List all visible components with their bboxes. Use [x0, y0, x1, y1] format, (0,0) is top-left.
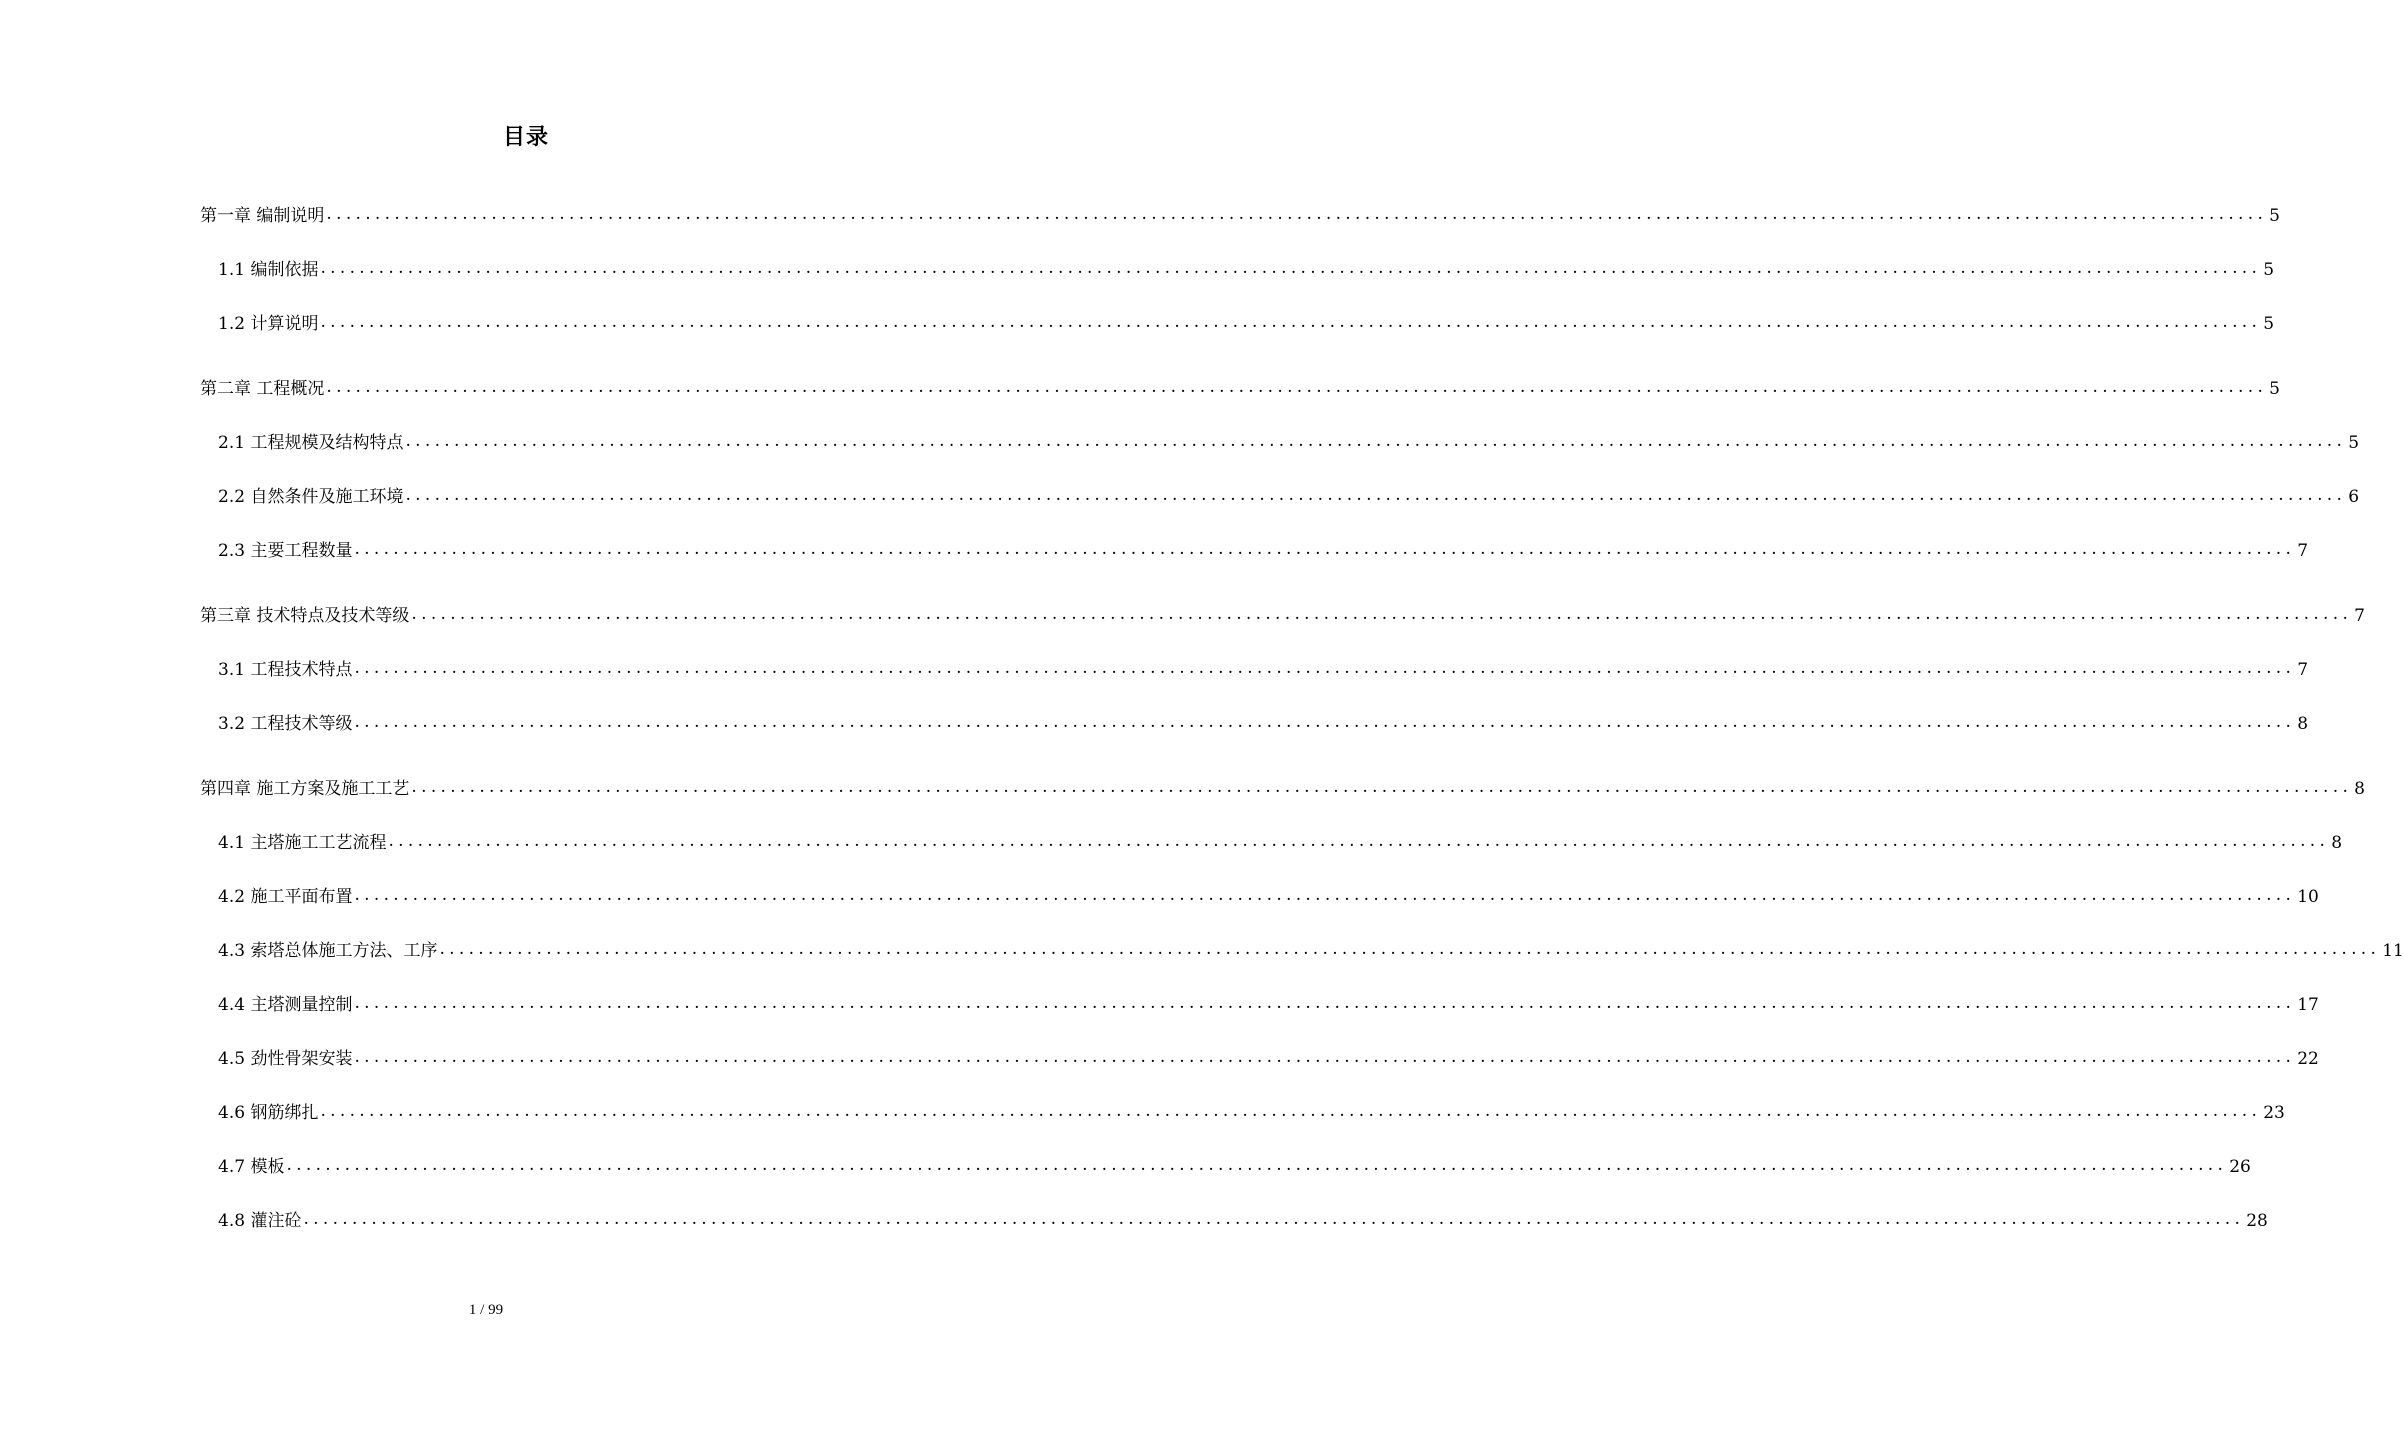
toc-section-entry[interactable] — [200, 931, 2404, 985]
toc-section-entry[interactable] — [200, 423, 2360, 477]
toc-dot-leader: ........................................................................................................................................................................................................ — [354, 1047, 2296, 1067]
toc-entry-page-number: 8 — [2331, 833, 2343, 853]
toc-entry-label: 4.1 主塔施工工艺流程 — [218, 833, 387, 853]
toc-entry-page-number: 5 — [2263, 314, 2275, 334]
toc-dot-leader: ........................................................................................................................................................................................................ — [303, 1209, 2245, 1229]
toc-entry-label: 3.2 工程技术等级 — [218, 714, 353, 734]
toc-section-entry[interactable] — [200, 1201, 2268, 1255]
toc-entry-page-number: 8 — [2354, 779, 2365, 799]
toc-section-entry[interactable] — [200, 877, 2319, 931]
toc-section-entry[interactable] — [200, 704, 2309, 758]
toc-entry-label: 4.3 索塔总体施工方法、工序 — [218, 941, 438, 961]
toc-chapter-entry[interactable] — [200, 769, 2365, 823]
toc-section-entry[interactable] — [200, 1093, 2285, 1147]
toc-dot-leader: ........................................................................................................................................................................................................ — [388, 831, 2330, 851]
toc-section-entry[interactable] — [200, 823, 2343, 877]
toc-chapter-entry[interactable] — [200, 196, 2280, 250]
toc-dot-leader: ........................................................................................................................................................................................................ — [354, 539, 2296, 559]
toc-entry-label: 1.2 计算说明 — [218, 314, 319, 334]
toc-entry-page-number: 5 — [2263, 260, 2275, 280]
toc-section-entry[interactable] — [200, 250, 2275, 304]
table-of-contents — [200, 196, 2404, 1255]
toc-entry-page-number: 10 — [2297, 887, 2319, 907]
toc-dot-leader: ........................................................................................................................................................................................................ — [354, 885, 2296, 905]
toc-section-entry[interactable] — [200, 304, 2275, 358]
toc-entry-label: 2.2 自然条件及施工环境 — [218, 487, 404, 507]
toc-entry-page-number: 5 — [2269, 206, 2280, 226]
toc-entry-page-number: 28 — [2246, 1211, 2268, 1231]
toc-dot-leader: ........................................................................................................................................................................................................ — [320, 1101, 2262, 1121]
toc-dot-leader: ........................................................................................................................................................................................................ — [354, 658, 2296, 678]
toc-section-entry[interactable] — [200, 1039, 2319, 1093]
toc-dot-leader: ........................................................................................................................................................................................................ — [354, 993, 2296, 1013]
toc-entry-label: 4.7 模板 — [218, 1157, 285, 1177]
toc-dot-leader: ........................................................................................................................................................................................................ — [405, 431, 2347, 451]
toc-entry-page-number: 7 — [2297, 541, 2309, 561]
toc-entry-page-number: 8 — [2297, 714, 2309, 734]
page-number-footer: 1 / 99 — [468, 1302, 504, 1318]
toc-dot-leader: ........................................................................................................................................................................................................ — [286, 1155, 2228, 1175]
toc-entry-label: 4.6 钢筋绑扎 — [218, 1103, 319, 1123]
toc-entry-label: 4.5 劲性骨架安装 — [218, 1049, 353, 1069]
toc-chapter-entry[interactable] — [200, 369, 2280, 423]
toc-entry-page-number: 26 — [2229, 1157, 2251, 1177]
toc-dot-leader: ........................................................................................................................................................................................................ — [411, 777, 2353, 797]
toc-chapter-entry[interactable] — [200, 596, 2365, 650]
toc-dot-leader: ........................................................................................................................................................................................................ — [326, 377, 2268, 397]
toc-entry-label: 4.2 施工平面布置 — [218, 887, 353, 907]
toc-entry-label: 第一章 编制说明 — [200, 206, 325, 226]
toc-section-entry[interactable] — [200, 650, 2309, 704]
toc-dot-leader: ........................................................................................................................................................................................................ — [439, 939, 2381, 959]
toc-entry-page-number: 6 — [2348, 487, 2360, 507]
toc-entry-label: 第二章 工程概况 — [200, 379, 325, 399]
page-title: 目录 — [502, 125, 549, 150]
toc-dot-leader: ........................................................................................................................................................................................................ — [320, 312, 2262, 332]
toc-section-entry[interactable] — [200, 531, 2309, 585]
toc-entry-label: 2.3 主要工程数量 — [218, 541, 353, 561]
toc-entry-label: 1.1 编制依据 — [218, 260, 319, 280]
toc-entry-page-number: 17 — [2297, 995, 2319, 1015]
toc-entry-label: 第四章 施工方案及施工工艺 — [200, 779, 410, 799]
toc-dot-leader: ........................................................................................................................................................................................................ — [326, 204, 2268, 224]
toc-section-entry[interactable] — [200, 1147, 2251, 1201]
toc-entry-page-number: 5 — [2348, 433, 2360, 453]
toc-entry-page-number: 23 — [2263, 1103, 2285, 1123]
toc-dot-leader: ........................................................................................................................................................................................................ — [405, 485, 2347, 505]
toc-dot-leader: ........................................................................................................................................................................................................ — [411, 604, 2353, 624]
toc-entry-page-number: 22 — [2297, 1049, 2319, 1069]
toc-entry-label: 第三章 技术特点及技术等级 — [200, 606, 410, 626]
toc-entry-page-number: 5 — [2269, 379, 2280, 399]
toc-entry-label: 3.1 工程技术特点 — [218, 660, 353, 680]
toc-dot-leader: ........................................................................................................................................................................................................ — [320, 258, 2262, 278]
toc-entry-label: 4.8 灌注砼 — [218, 1211, 302, 1231]
toc-dot-leader: ........................................................................................................................................................................................................ — [354, 712, 2296, 732]
toc-entry-page-number: 11 — [2382, 941, 2404, 961]
toc-entry-label: 4.4 主塔测量控制 — [218, 995, 353, 1015]
toc-section-entry[interactable] — [200, 477, 2360, 531]
toc-section-entry[interactable] — [200, 985, 2319, 1039]
toc-entry-page-number: 7 — [2297, 660, 2309, 680]
toc-entry-label: 2.1 工程规模及结构特点 — [218, 433, 404, 453]
toc-entry-page-number: 7 — [2354, 606, 2365, 626]
